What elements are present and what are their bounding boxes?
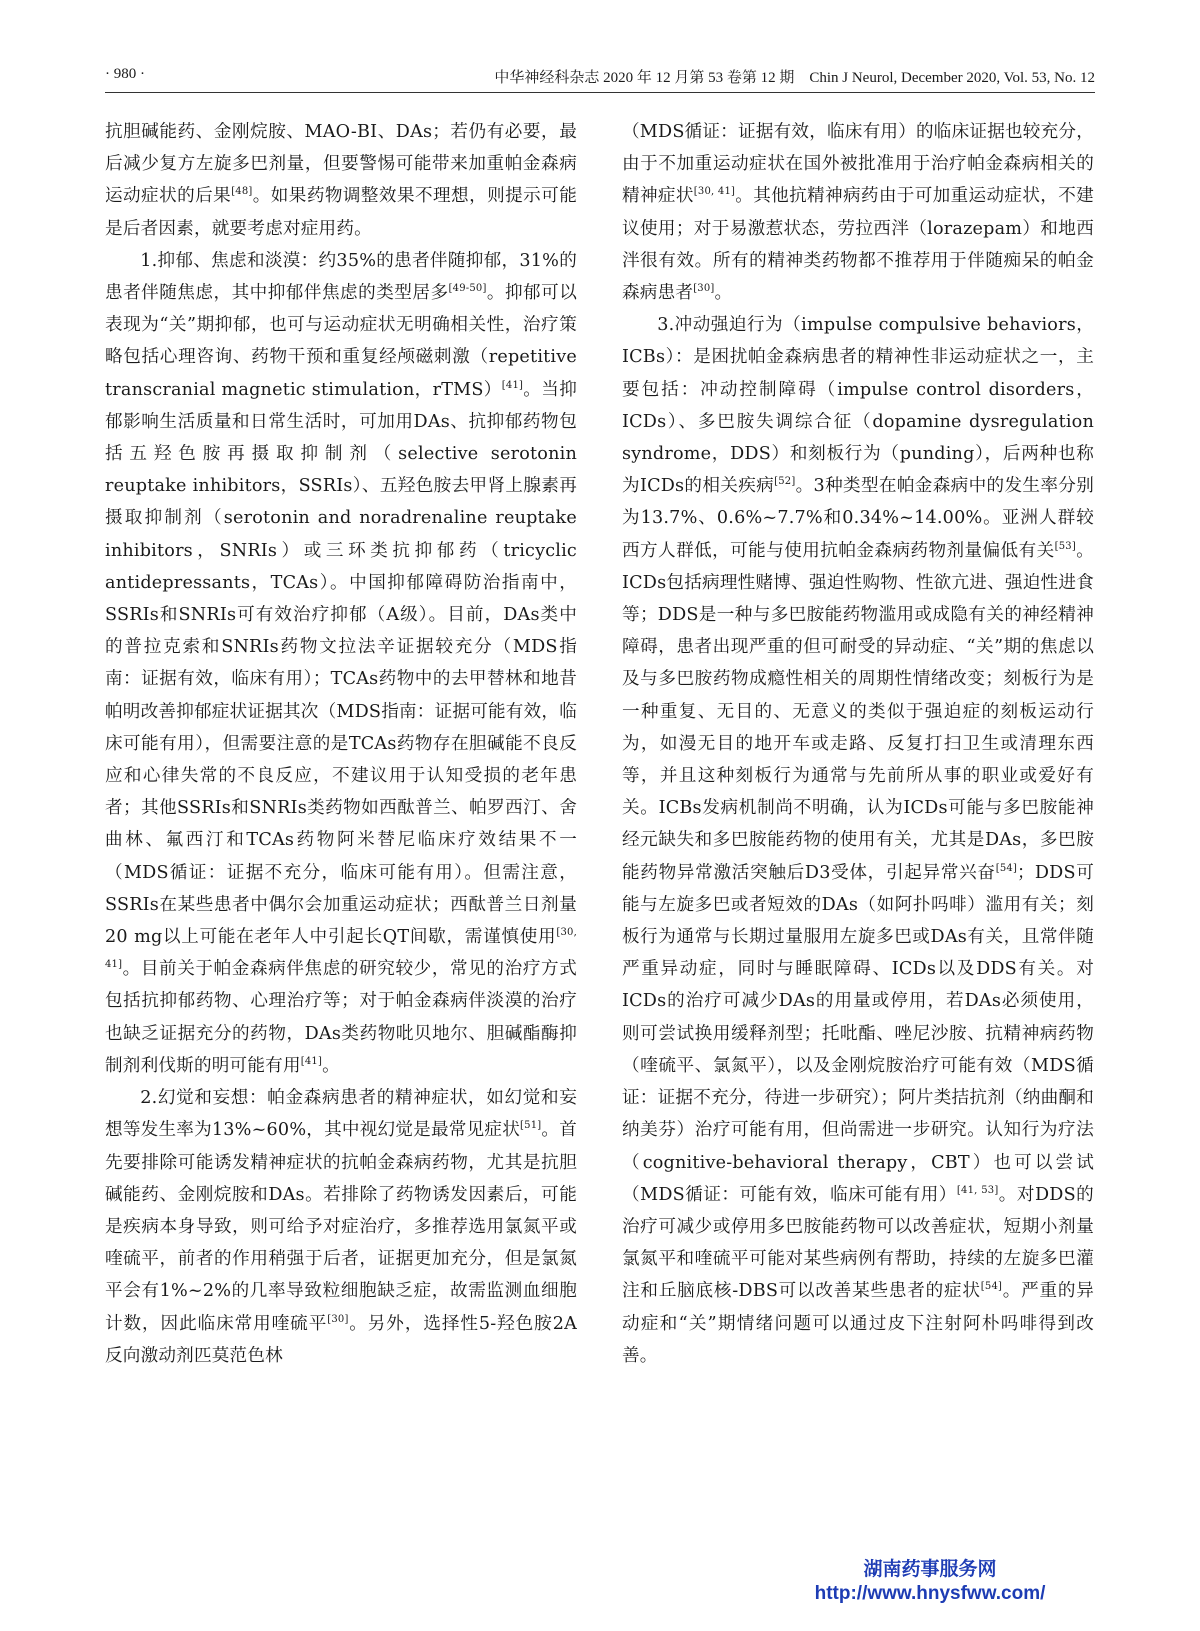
citation-ref: [54] [980,1281,1003,1293]
body-text: 抗胆碱能药、金刚烷胺、MAO-BI、DAs；若仍有必要，最后减少复方左旋多巴剂量，但要警惕可能带来加重帕金森病运动症状的后果 [105,122,577,207]
citation-ref: [30] [693,283,715,295]
body-text: 。ICDs包括病理性赌博、强迫性购物、性欲亢进、强迫性进食等；DDS是一种与多巴胺能药物滥用或成隐有关的神经精神障碍，患者出现严重的但可耐受的异动症、“关”期的焦虑以及与多巴胺药物成瘾性相关的周期性情绪改变；刻板行为是一种重复、无目的、无意义的类似于强迫症的刻板运动行为，如漫无目的地开车或走路、反复打扫卫生或清理东西等，并且这种刻板行为通常与先前所从事的职业或爱好有关。ICBs发病机制尚不明确，认为ICDs可能与多巴胺能神经元缺失和多巴胺能药物的使用有关，尤其是DAs，多巴胺能药物异常激活突触后D3受体，引起异常兴奋 [622,540,1094,883]
body-text: 2.幻觉和妄想：帕金森病患者的精神症状，如幻觉和妄想等发生率为13%~60%，其中视幻觉是最常见症状 [105,1088,577,1141]
citation-ref: [53] [1054,540,1076,552]
body-text: 。严重的异动症和“关”期情绪问题可以通过皮下注射阿朴吗啡得到改善。 [622,1281,1094,1366]
body-text: 3.冲动强迫行为（impulse compulsive behaviors，ICBs）：是困扰帕金森病患者的精神性非运动症状之一，主要包括：冲动控制障碍（impulse control disorders，ICDs）、多巴胺失调综合征（dopamine dysregulation syndrome，DDS）和刻板行为（punding），后两种也称为ICDs的相关疾病 [622,315,1094,497]
running-header [105,62,1095,93]
citation-ref: [48] [231,186,253,198]
body-text: 1.抑郁、焦虑和淡漠：约35%的患者伴随抑郁，31%的患者伴随焦虑，其中抑郁伴焦虑的类型居多 [105,250,577,304]
paragraph [105,245,577,1082]
body-text: 。其他抗精神病药由于可加重运动症状，不建议使用；对于易激惹状态，劳拉西泮（lorazepam）和地西泮很有效。所有的精神类药物都不推荐用于伴随痴呆的帕金森病患者 [622,186,1094,304]
body-text: 。抑郁可以表现为“关”期抑郁，也可与运动症状无明确相关性，治疗策略包括心理咨询、药物干预和重复经颅磁刺激（repetitive transcranial magnetic stimulation，rTMS） [105,283,577,400]
citation-ref: [54] [995,862,1018,874]
citation-ref: [41] [300,1056,323,1068]
citation-ref: [51] [520,1120,542,1132]
journal-citation: 中华神经科杂志 2020 年 12 月第 53 卷第 12 期 Chin J Neurol, December 2020, Vol. 53, No. 12 [494,70,1095,86]
page-number: · 980 · [105,66,145,82]
body-text: ；DDS可能与左旋多巴或者短效的DAs（如阿扑吗啡）滥用有关；刻板行为通常与长期过量服用左旋多巴或DAs有关，且常伴随严重异动症，同时与睡眠障碍、ICDs以及DDS有关。对ICDs的治疗可减少DAs的用量或停用，若DAs必须使用，则可尝试换用缓释剂型；托吡酯、唑尼沙胺、抗精神病药物（喹硫平、氯氮平），以及金刚烷胺治疗可能有效（MDS循证：证据不充分，待进一步研究）；阿片类拮抗剂（纳曲酮和纳美芬）治疗可能有用，但尚需进一步研究。认知行为疗法（cognitive-behavioral therapy，CBT）也可以尝试（MDS循证：可能有效，临床可能有用） [622,862,1094,1205]
citation-ref: [30, 41] [693,186,736,198]
body-text: 。 [322,1055,340,1076]
body-text: 。如果药物调整效果不理想，则提示可能是后者因素，就要考虑对症用药。 [105,186,577,239]
citation-ref: [41, 53] [956,1184,999,1196]
citation-ref: [41] [501,379,524,391]
body-text: （MDS循证：证据有效，临床有用）的临床证据也较充分，由于不加重运动症状在国外被批准用于治疗帕金森病相关的精神症状 [622,122,1094,207]
watermark-url[interactable]: http://www.hnysfww.com/ [814,1583,1046,1604]
body-text: 。3种类型在帕金森病中的发生率分别为13.7%、0.6%~7.7%和0.34%~14.00%。亚洲人群较西方人群低，可能与使用抗帕金森病药物剂量偏低有关 [622,476,1094,561]
paragraph [105,116,577,245]
left-column [105,116,577,1372]
body-text: 。 [714,283,733,304]
citation-ref: [52] [774,476,796,488]
body-text: 。另外，选择性5-羟色胺2A反向激动剂匹莫范色林 [105,1313,578,1366]
citation-ref: [30, 41] [105,927,577,971]
body-text: 。目前关于帕金森病伴焦虑的研究较少，常见的治疗方式包括抗抑郁药物、心理治疗等；对于帕金森病伴淡漠的治疗也缺乏证据充分的药物，DAs类药物吡贝地尔、胆碱酯酶抑制剂利伐斯的明可能有用 [105,959,577,1076]
paragraph [105,1082,577,1372]
right-column [622,116,1094,1372]
citation-ref: [49-50] [448,283,487,295]
body-text: 。对DDS的治疗可减少或停用多巴胺能药物可以改善症状，短期小剂量氯氮平和喹硫平可能对某些病例有帮助，持续的左旋多巴灌注和丘脑底核-DBS可以改善某些患者的症状 [622,1184,1094,1302]
paragraph [622,116,1094,309]
body-text: 。首先要排除可能诱发精神症状的抗帕金森病药物，尤其是抗胆碱能药、金刚烷胺和DAs。若排除了药物诱发因素后，可能是疾病本身导致，则可给予对症治疗，多推荐选用氯氮平或喹硫平，前者的作用稍强于后者，证据更加充分，但是氯氮平会有1%~2%的几率导致粒细胞缺乏症，故需监测血细胞计数，因此临床常用喹硫平 [105,1120,577,1334]
site-watermark [770,1558,1090,1606]
body-text: 。当抑郁影响生活质量和日常生活时，可加用DAs、抗抑郁药物包括五羟色胺再摄取抑制剂（selective serotonin reuptake inhibitors，SSRIs）、五羟色胺去甲肾上腺素再摄取抑制剂（serotonin and noradrenaline reuptake inhibitors，SNRIs）或三环类抗抑郁药（tricyclic antidepressants，TCAs）。中国抑郁障碍防治指南中，SSRIs和SNRIs可有效治疗抑郁（A级）。目前，DAs类中的普拉克索和SNRIs药物文拉法辛证据较充分（MDS指南：证据有效，临床有用）；TCAs药物中的去甲替林和地昔帕明改善抑郁症状证据其次（MDS指南：证据可能有效，临床可能有用），但需要注意的是TCAs药物存在胆碱能不良反应和心律失常的不良反应，不建议用于认知受损的老年患者；其他SSRIs和SNRIs类药物如西酞普兰、帕罗西汀、舍曲林、氟西汀和TCAs药物阿米替尼临床疗效结果不一（MDS循证：证据不充分，临床可能有用）。但需注意，SSRIs在某些患者中偶尔会加重运动症状；西酞普兰日剂量20 mg以上可能在老年人中引起长QT间歇，需谨慎使用 [105,379,578,948]
watermark-name: 湖南药事服务网 [863,1559,997,1580]
paragraph [622,309,1094,1372]
citation-ref: [30] [327,1313,349,1325]
